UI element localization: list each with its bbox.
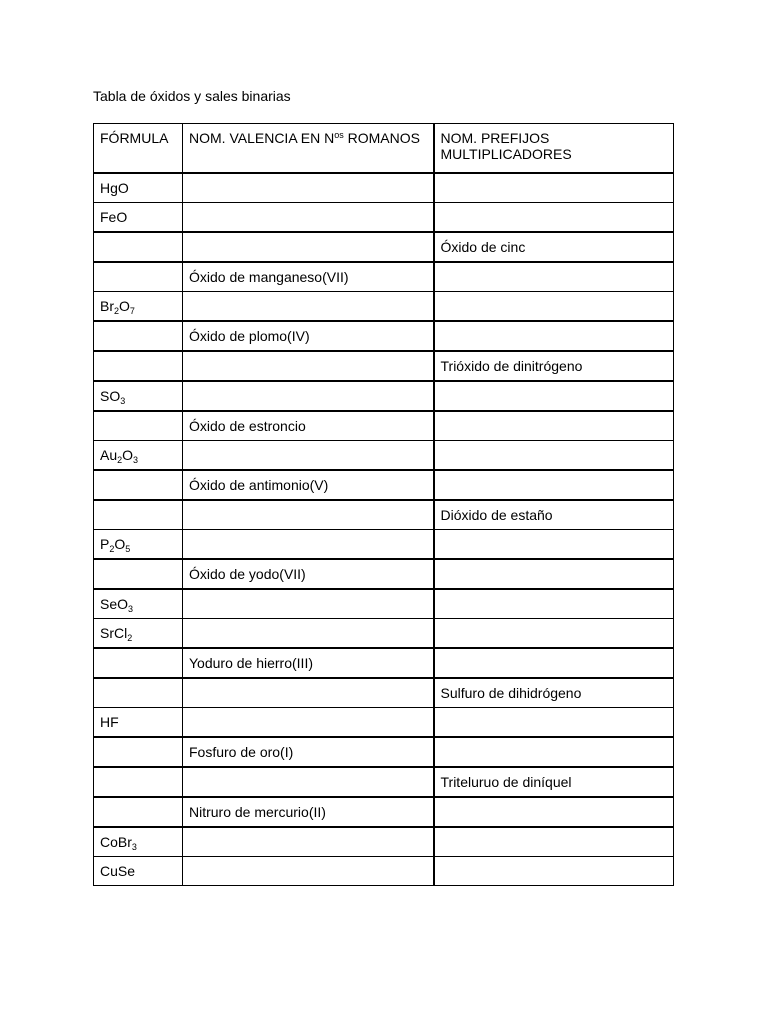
table-body [94, 124, 674, 886]
prefijos-cell [434, 559, 674, 589]
table-row [94, 530, 674, 560]
header-valencia-prefix: NOM. VALENCIA EN N [189, 130, 335, 146]
prefijos-cell [434, 173, 674, 203]
valencia-cell [183, 232, 434, 262]
prefijos-cell [434, 589, 674, 619]
valencia-cell [183, 708, 434, 738]
prefijos-cell [434, 648, 674, 678]
valencia-cell: Óxido de manganeso(VII) [183, 262, 434, 292]
valencia-cell [183, 173, 434, 203]
prefijos-cell: Triteluruo de diníquel [434, 767, 674, 797]
prefijos-cell [434, 292, 674, 322]
valencia-cell [183, 351, 434, 381]
formula-subscript: 2 [127, 633, 133, 643]
table-row [94, 262, 674, 292]
prefijos-cell [434, 381, 674, 411]
table-row [94, 648, 674, 678]
table-row [94, 292, 674, 322]
table-row [94, 708, 674, 738]
table-row [94, 173, 674, 203]
valencia-cell: Nitruro de mercurio(II) [183, 797, 434, 827]
table-row [94, 857, 674, 886]
prefijos-cell: Trióxido de dinitrógeno [434, 351, 674, 381]
formula-subscript: 3 [120, 396, 126, 406]
valencia-cell [183, 292, 434, 322]
formula-symbol: O [119, 298, 130, 314]
formula-cell [94, 173, 183, 203]
prefijos-cell [434, 857, 674, 886]
formula-cell [94, 351, 183, 381]
valencia-cell [183, 619, 434, 649]
valencia-cell: Óxido de estroncio [183, 411, 434, 441]
valencia-cell [183, 530, 434, 560]
valencia-cell: Óxido de plomo(IV) [183, 321, 434, 351]
formula-symbol: SO [100, 388, 121, 404]
table-row [94, 678, 674, 708]
formula-symbol: HF [100, 714, 119, 730]
formula-cell [94, 500, 183, 530]
valencia-cell [183, 827, 434, 857]
table-row [94, 203, 674, 233]
prefijos-cell [434, 441, 674, 471]
table-header-row [94, 124, 674, 174]
formula-subscript: 3 [128, 604, 134, 614]
valencia-cell: Óxido de yodo(VII) [183, 559, 434, 589]
formula-cell [94, 203, 183, 233]
table-row [94, 321, 674, 351]
formula-cell [94, 767, 183, 797]
valencia-cell: Óxido de antimonio(V) [183, 470, 434, 500]
prefijos-cell [434, 708, 674, 738]
table-row [94, 470, 674, 500]
formula-symbol: FeO [100, 209, 128, 225]
prefijos-cell [434, 797, 674, 827]
header-valencia [183, 124, 434, 174]
table-row [94, 559, 674, 589]
formula-subscript: 3 [133, 455, 139, 465]
formula-cell [94, 321, 183, 351]
table-row [94, 441, 674, 471]
prefijos-cell [434, 827, 674, 857]
formula-cell [94, 559, 183, 589]
valencia-cell [183, 767, 434, 797]
valencia-cell [183, 500, 434, 530]
prefijos-cell: Sulfuro de dihidrógeno [434, 678, 674, 708]
formula-cell [94, 827, 183, 857]
formula-cell [94, 857, 183, 886]
prefijos-cell [434, 619, 674, 649]
table-row [94, 351, 674, 381]
prefijos-cell [434, 411, 674, 441]
valencia-cell [183, 589, 434, 619]
table-row [94, 589, 674, 619]
table-row [94, 737, 674, 767]
prefijos-cell: Óxido de cinc [434, 232, 674, 262]
prefijos-cell [434, 203, 674, 233]
prefijos-cell [434, 530, 674, 560]
table-row [94, 767, 674, 797]
valencia-cell: Fosfuro de oro(I) [183, 737, 434, 767]
header-prefijos: NOM. PREFIJOS MULTIPLICADORES [434, 124, 674, 174]
formula-symbol: P [100, 536, 110, 552]
valencia-cell [183, 441, 434, 471]
formula-cell [94, 381, 183, 411]
prefijos-cell [434, 262, 674, 292]
formula-subscript: 5 [125, 544, 131, 554]
formula-cell [94, 411, 183, 441]
header-formula: FÓRMULA [94, 124, 183, 174]
table-row [94, 232, 674, 262]
formula-subscript: 7 [129, 306, 135, 316]
valencia-cell [183, 857, 434, 886]
formula-symbol: O [114, 536, 126, 552]
valencia-cell [183, 678, 434, 708]
formula-cell [94, 470, 183, 500]
formula-cell [94, 797, 183, 827]
formula-symbol: Au [100, 447, 118, 463]
table-row [94, 411, 674, 441]
formula-cell [94, 708, 183, 738]
document-title: Tabla de óxidos y sales binarias [93, 88, 291, 104]
formula-symbol: SrCl [100, 625, 128, 641]
formula-subscript: 3 [131, 842, 137, 852]
formula-symbol: CuSe [100, 863, 136, 879]
formula-cell [94, 737, 183, 767]
prefijos-cell [434, 737, 674, 767]
formula-cell [94, 619, 183, 649]
table-row [94, 619, 674, 649]
valencia-cell [183, 381, 434, 411]
formula-subscript: 2 [117, 455, 123, 465]
formula-cell [94, 441, 183, 471]
header-valencia-sup: os [334, 130, 344, 140]
formula-symbol: SeO [100, 596, 129, 612]
formula-subscript: 2 [114, 306, 120, 316]
formula-symbol: Br [100, 298, 114, 314]
formula-cell [94, 232, 183, 262]
formula-cell [94, 530, 183, 560]
compounds-table [93, 123, 674, 886]
formula-cell [94, 262, 183, 292]
formula-cell [94, 678, 183, 708]
table-row [94, 381, 674, 411]
formula-cell [94, 648, 183, 678]
formula-symbol: HgO [100, 180, 129, 196]
table-row [94, 827, 674, 857]
formula-cell [94, 292, 183, 322]
formula-subscript: 2 [109, 544, 115, 554]
prefijos-cell [434, 470, 674, 500]
valencia-cell: Yoduro de hierro(III) [183, 648, 434, 678]
valencia-cell [183, 203, 434, 233]
prefijos-cell [434, 321, 674, 351]
formula-symbol: O [122, 447, 134, 463]
table-row [94, 797, 674, 827]
prefijos-cell: Dióxido de estaño [434, 500, 674, 530]
formula-cell [94, 589, 183, 619]
formula-symbol: CoBr [100, 834, 132, 850]
table-row [94, 500, 674, 530]
header-valencia-suffix: ROMANOS [343, 130, 420, 146]
